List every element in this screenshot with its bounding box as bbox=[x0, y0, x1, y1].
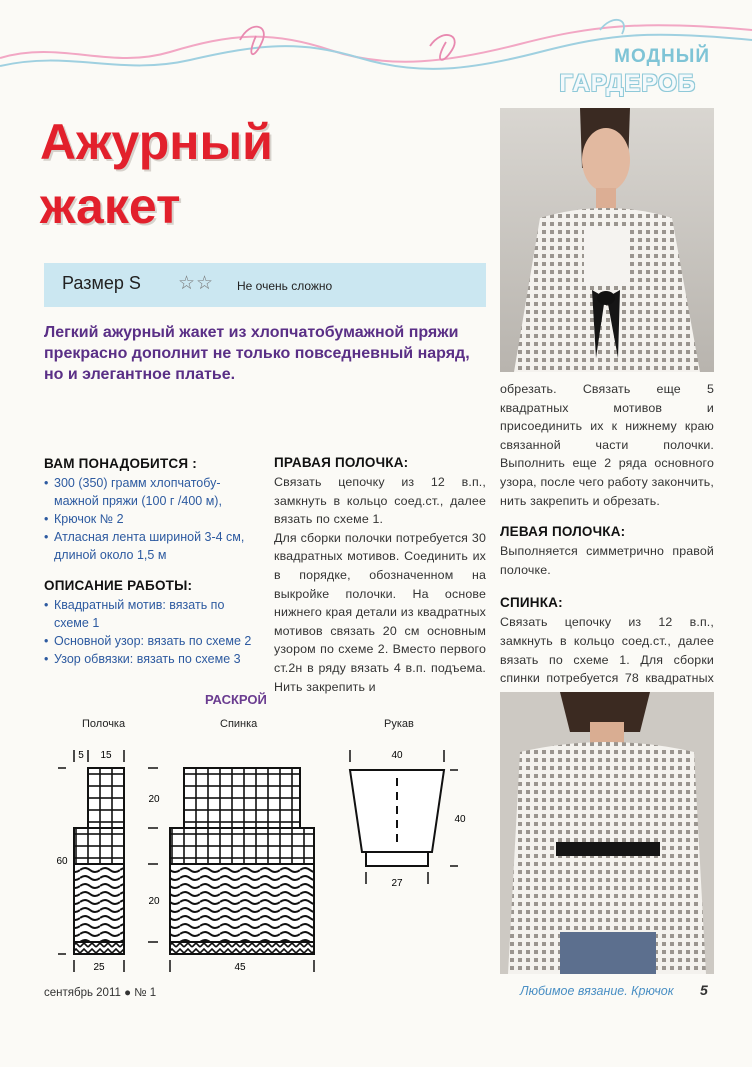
materials-heading: ВАМ ПОНАДОБИТСЯ : bbox=[44, 456, 197, 471]
back-dim-bottom: 45 bbox=[234, 962, 246, 973]
back-dim-lower: 20 bbox=[148, 896, 160, 907]
continuation-section bbox=[500, 380, 714, 706]
front-piece-shape bbox=[74, 768, 124, 954]
footer-magazine: Любимое вязание. Крючок bbox=[520, 984, 674, 998]
list-item: • Атласная лента шириной 3-4 см, длиной около 1,5 м bbox=[44, 528, 262, 564]
rubric-line1: МОДНЫЙ bbox=[614, 46, 710, 67]
size-label: Размер S bbox=[62, 273, 141, 293]
front-dim-top-a: 5 bbox=[78, 750, 84, 761]
sleeve-shape bbox=[350, 770, 444, 866]
list-item: • Узор обвязки: вязать по схеме 3 bbox=[44, 650, 262, 668]
right-front-text-1: Связать цепочку из 12 в.п., замкнуть в кольцо соед.ст., далее вязать по схеме 1. bbox=[274, 475, 486, 527]
front-dim-top-b: 15 bbox=[100, 750, 112, 761]
list-item: • Крючок № 2 bbox=[44, 510, 262, 528]
description-section bbox=[44, 578, 262, 668]
front-pattern-label: Полочка bbox=[82, 718, 126, 730]
back-piece-shape bbox=[170, 768, 314, 954]
list-item: • Квадратный мотив: вязать по схеме 1 bbox=[44, 596, 262, 632]
list-item: • Основной узор: вязать по схеме 2 bbox=[44, 632, 262, 650]
back-heading: СПИНКА: bbox=[500, 595, 563, 611]
sleeve-dim-side: 40 bbox=[454, 814, 466, 825]
list-item: • 300 (350) грамм хлопчатобу- мажной пряжи (100 г /400 м), bbox=[44, 474, 262, 510]
model-photo-front bbox=[500, 108, 714, 372]
right-front-section bbox=[274, 455, 486, 696]
back-dim-upper: 20 bbox=[148, 794, 160, 805]
model-photo-back bbox=[500, 692, 714, 974]
left-front-heading: ЛЕВАЯ ПОЛОЧКА: bbox=[500, 524, 626, 540]
difficulty-stars-icon: ☆☆ bbox=[178, 273, 215, 294]
back-text: Связать цепочку из 12 в.п., замкнуть в кольцо соед.ст., далее вязать по схеме 1. Для сборки спинки потребуется 78 квадратных bbox=[500, 615, 714, 686]
sleeve-dim-top: 40 bbox=[391, 750, 403, 761]
front-dim-side: 60 bbox=[56, 856, 68, 867]
footer-issue: сентябрь 2011 ● № 1 bbox=[44, 987, 157, 999]
right-front-heading: ПРАВАЯ ПОЛОЧКА: bbox=[274, 455, 409, 470]
pattern-heading: РАСКРОЙ bbox=[205, 692, 267, 707]
title-line1: Ажурный bbox=[40, 114, 273, 170]
page-title bbox=[40, 110, 480, 238]
materials-section bbox=[44, 456, 262, 564]
title-line2: жакет bbox=[40, 178, 181, 234]
right-front-text-2: Для сборки полочки потребуется 30 квадратных мотивов. Соединить их в порядке, обозначенном на выкройке полочки. На основе нижнего края детали из квадратных мотивов связать 20 см основным узором по схеме 2. Вместо первого ст.2н в ряду вязать 4 в.п. подъема. Нить закрепить и bbox=[274, 530, 486, 694]
rubric-line2: ГАРДЕРОБ bbox=[559, 70, 696, 97]
page-number: 5 bbox=[700, 982, 708, 998]
lead-paragraph: Легкий ажурный жакет из хлопчатобумажной пряжи прекрасно дополнит не только повседневный наряд, но и элегантное платье. bbox=[44, 324, 470, 383]
front-dim-bottom: 25 bbox=[93, 962, 105, 973]
pattern-diagram bbox=[40, 738, 480, 974]
sleeve-dim-bottom: 27 bbox=[391, 878, 403, 889]
back-pattern-label: Спинка bbox=[220, 718, 258, 730]
continuation-text: обрезать. Связать еще 5 квадратных мотивов и присоединить их к нижнему краю связанной части полочки. Выполнить еще 2 ряда основного узора, после чего работу закончить, нить закрепить и обрезать. bbox=[500, 382, 714, 508]
description-heading: ОПИСАНИЕ РАБОТЫ: bbox=[44, 578, 193, 593]
left-front-text: Выполняется симметрично правой полочке. bbox=[500, 544, 714, 577]
difficulty-label: Не очень сложно bbox=[237, 279, 333, 293]
sleeve-pattern-label: Рукав bbox=[384, 718, 414, 730]
